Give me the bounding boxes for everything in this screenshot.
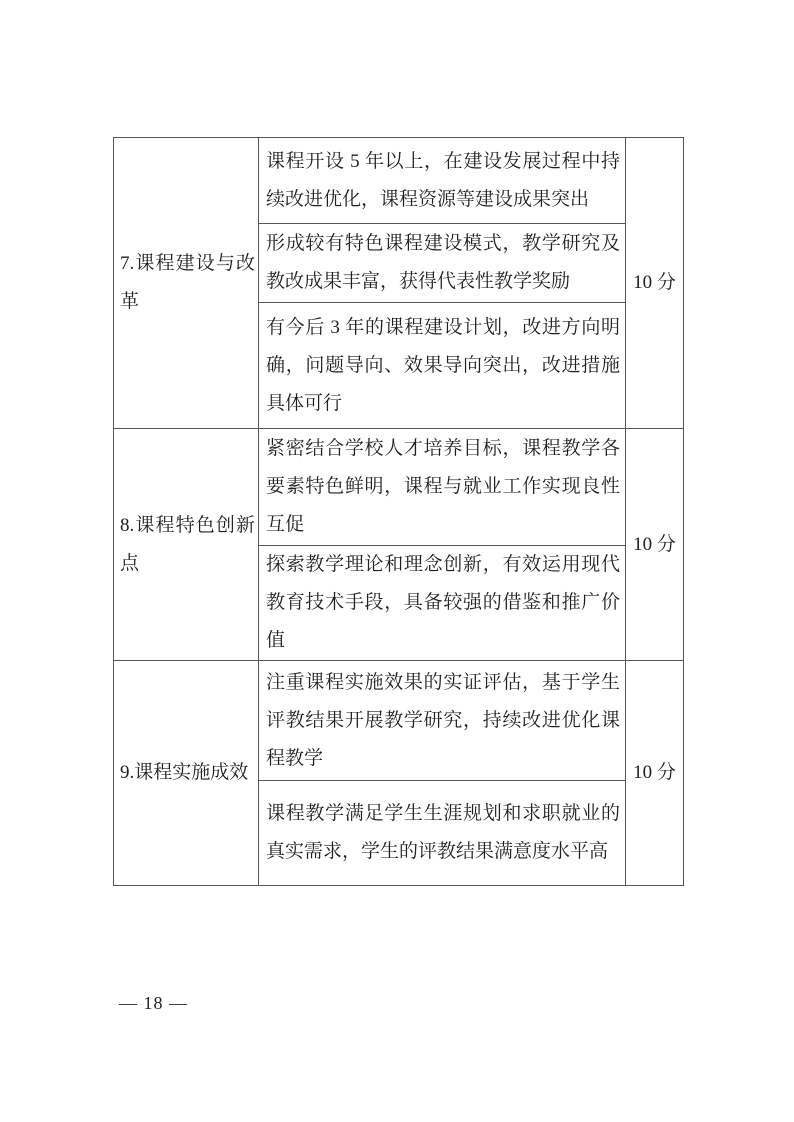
criterion-text: 紧密结合学校人才培养目标，课程教学各要素特色鲜明，课程与就业工作实现良性互促 [266, 438, 620, 535]
section9-score-cell [626, 661, 684, 886]
section7-score-cell [626, 138, 684, 429]
section7-category-label: 7.课程建设与改革 [120, 253, 255, 312]
section9-category-label: 9.课程实施成效 [120, 762, 249, 783]
section9-category-cell [114, 661, 259, 886]
section8-category-label: 8.课程特色创新点 [120, 514, 255, 574]
criterion-text: 形成较有特色课程建设模式，教学研究及教改成果丰富，获得代表性教学奖励 [266, 233, 620, 292]
page-number: — 18 — [119, 993, 188, 1013]
criterion-text: 探索教学理论和理念创新，有效运用现代教育技术手段，具备较强的借鉴和推广价值 [266, 554, 620, 651]
criterion-text: 注重课程实施效果的实证评估，基于学生评教结果开展教学研究，持续改进优化课程教学 [266, 671, 620, 769]
section7-criterion1-cell [259, 138, 626, 224]
section8-score-cell [626, 429, 684, 661]
section7-score-value: 10 分 [633, 272, 676, 293]
table-row [114, 138, 684, 224]
evaluation-criteria-table [113, 137, 684, 886]
section7-criterion2-cell [259, 224, 626, 303]
section8-score-value: 10 分 [633, 533, 676, 555]
section8-category-cell [114, 429, 259, 661]
section9-criterion1-cell [259, 661, 626, 781]
table-row [114, 661, 684, 781]
section7-criterion3-cell [259, 303, 626, 429]
section8-criterion1-cell [259, 429, 626, 546]
criterion-text: 课程开设 5 年以上，在建设发展过程中持续改进优化，课程资源等建设成果突出 [266, 150, 620, 210]
section8-criterion2-cell [259, 546, 626, 661]
section9-criterion2-cell [259, 781, 626, 886]
section7-category-cell [114, 138, 259, 429]
criterion-text: 课程教学满足学生生涯规划和求职就业的真实需求，学生的评教结果满意度水平高 [266, 803, 620, 862]
section9-score-value: 10 分 [633, 762, 676, 783]
table-row [114, 429, 684, 546]
criterion-text: 有今后 3 年的课程建设计划，改进方向明确，问题导向、效果导向突出，改进措施具体可行 [266, 316, 620, 414]
